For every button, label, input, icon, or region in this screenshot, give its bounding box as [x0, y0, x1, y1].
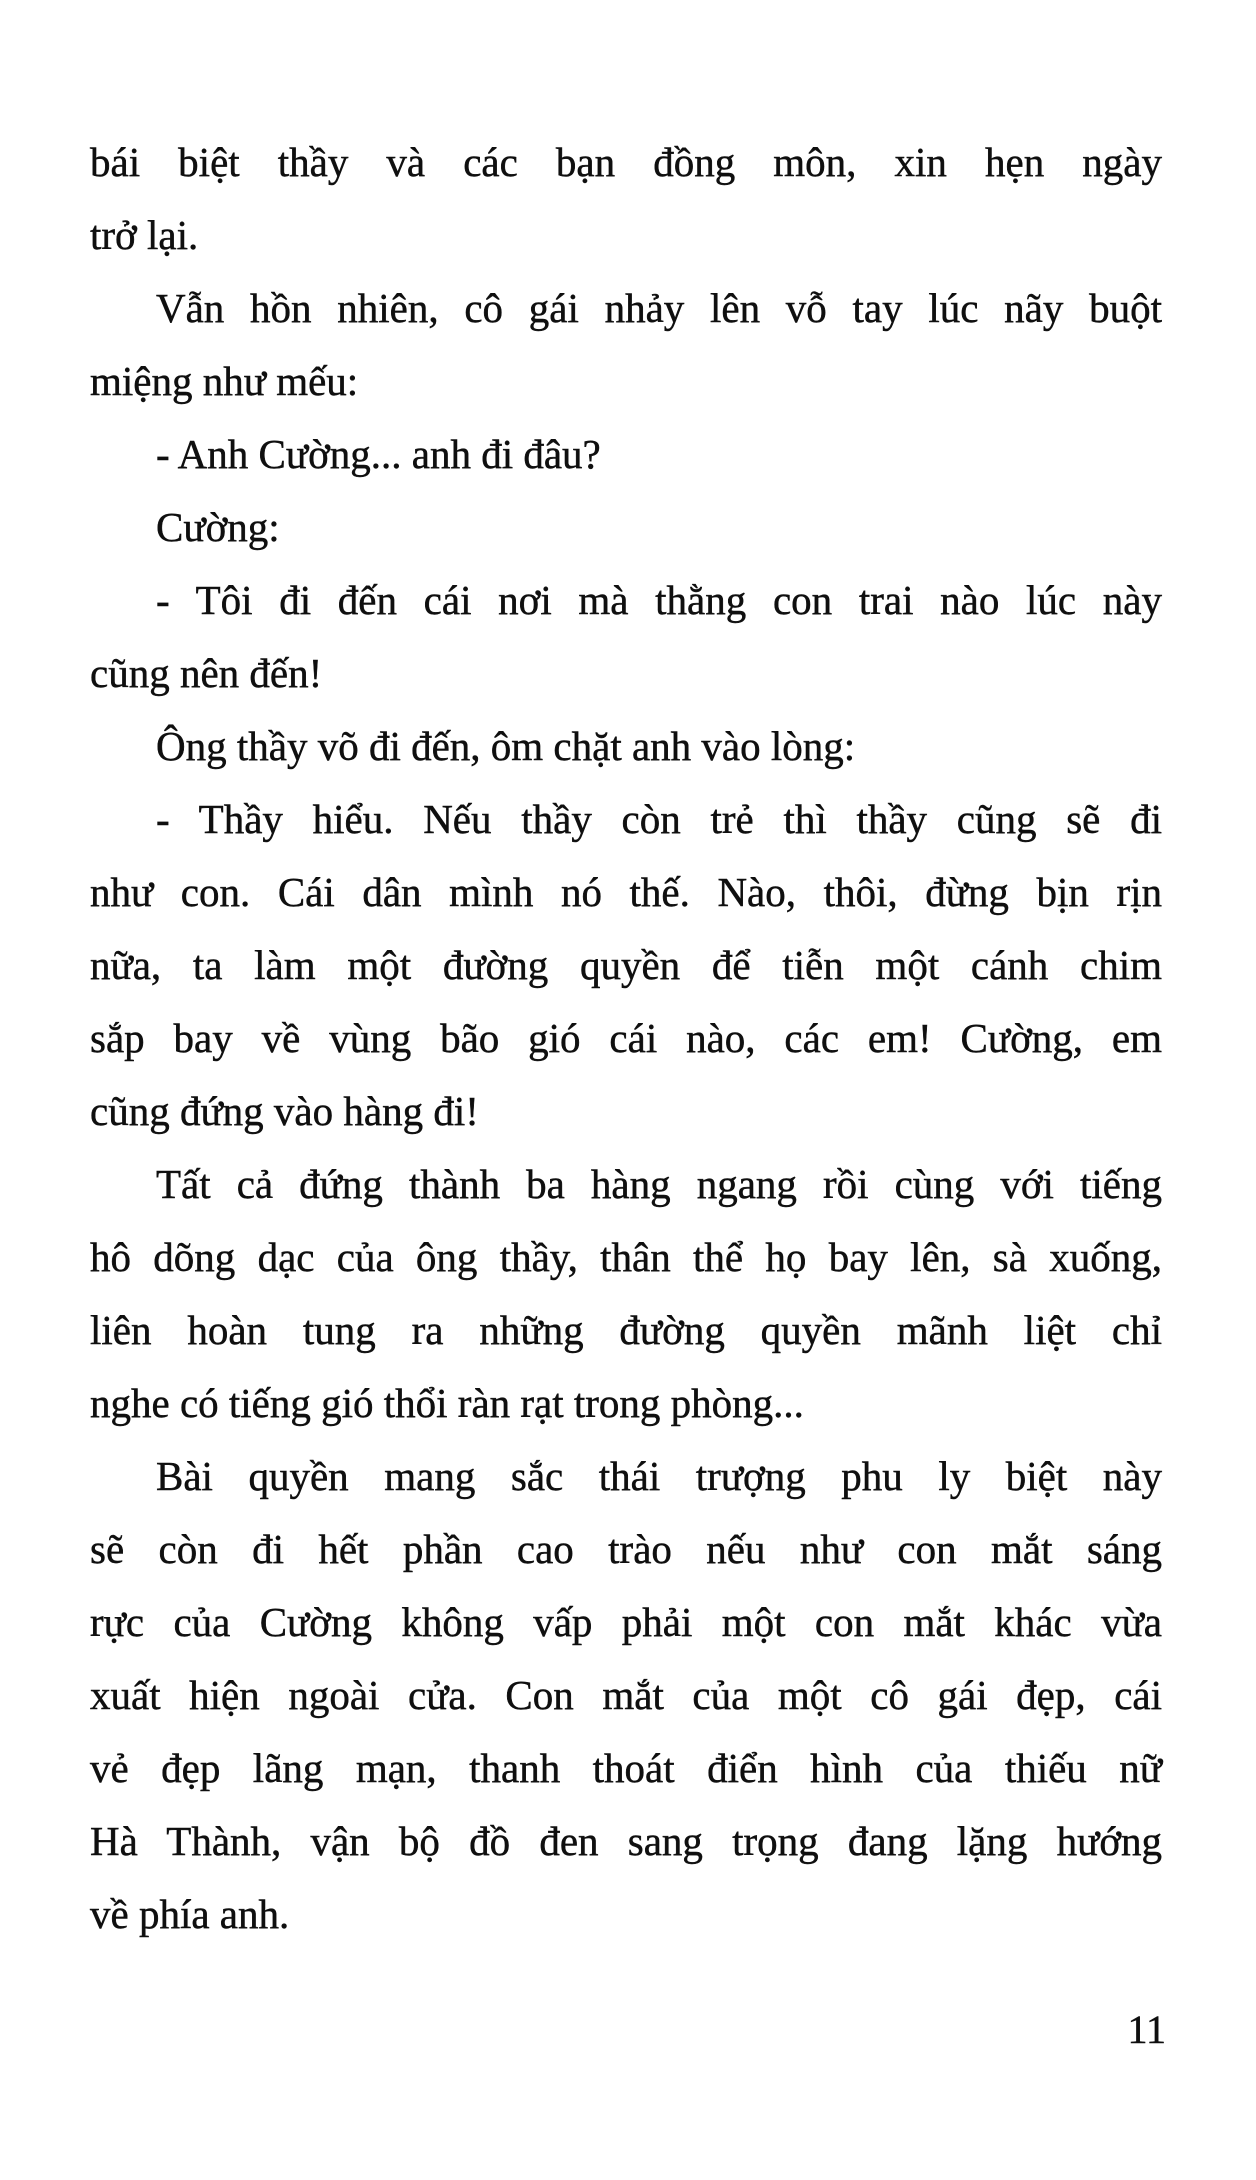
- paragraph: [90, 1148, 1162, 1440]
- text-line: - Thầy hiểu. Nếu thầy còn trẻ thì thầy cũng sẽ đi: [156, 796, 1162, 842]
- text-line: bái biệt thầy và các bạn đồng môn, xin hẹn ngày: [90, 139, 1162, 185]
- text-line: vẻ đẹp lãng mạn, thanh thoát điển hình của thiếu nữ: [90, 1745, 1162, 1791]
- text-line: trở lại.: [90, 212, 199, 258]
- text-line: miệng như mếu:: [90, 358, 359, 404]
- text-line: cũng đứng vào hàng đi!: [90, 1088, 479, 1134]
- paragraph: [90, 783, 1162, 1148]
- text-line: Bài quyền mang sắc thái trượng phu ly biệt này: [156, 1453, 1162, 1499]
- text-line: nữa, ta làm một đường quyền để tiễn một cánh chim: [90, 942, 1162, 988]
- text-line: rực của Cường không vấp phải một con mắt khác vừa: [90, 1599, 1162, 1645]
- text-line: sẽ còn đi hết phần cao trào nếu như con mắt sáng: [90, 1526, 1162, 1572]
- paragraph: [90, 710, 1162, 783]
- text-line: Tất cả đứng thành ba hàng ngang rồi cùng với tiếng: [156, 1161, 1162, 1207]
- paragraph: [90, 491, 1162, 564]
- paragraph: [90, 272, 1162, 418]
- text-line: Hà Thành, vận bộ đồ đen sang trọng đang lặng hướng: [90, 1818, 1162, 1864]
- text-line: - Tôi đi đến cái nơi mà thằng con trai nào lúc này: [156, 577, 1162, 623]
- page-number: 11: [1127, 2007, 1166, 2052]
- text-line: liên hoàn tung ra những đường quyền mãnh liệt chỉ: [90, 1307, 1162, 1353]
- paragraph: [90, 564, 1162, 710]
- text-line: sắp bay về vùng bão gió cái nào, các em! Cường, em: [90, 1015, 1162, 1061]
- text-line: như con. Cái dân mình nó thế. Nào, thôi, đừng bịn rịn: [90, 869, 1162, 915]
- text-line: - Anh Cường... anh đi đâu?: [156, 431, 601, 477]
- paragraph: [90, 1440, 1162, 1951]
- text-line: xuất hiện ngoài cửa. Con mắt của một cô gái đẹp, cái: [90, 1672, 1162, 1718]
- text-line: Vẫn hồn nhiên, cô gái nhảy lên vỗ tay lúc nãy buột: [156, 285, 1162, 331]
- text-block: [90, 126, 1162, 1951]
- text-line: cũng nên đến!: [90, 650, 323, 696]
- text-line: Cường:: [156, 504, 280, 550]
- paragraph: [90, 126, 1162, 272]
- paragraph: [90, 418, 1162, 491]
- text-line: hô dõng dạc của ông thầy, thân thể họ bay lên, sà xuống,: [90, 1234, 1162, 1280]
- text-line: Ông thầy võ đi đến, ôm chặt anh vào lòng:: [156, 723, 856, 769]
- text-line: nghe có tiếng gió thổi ràn rạt trong phòng...: [90, 1380, 804, 1426]
- text-line: về phía anh.: [90, 1891, 290, 1937]
